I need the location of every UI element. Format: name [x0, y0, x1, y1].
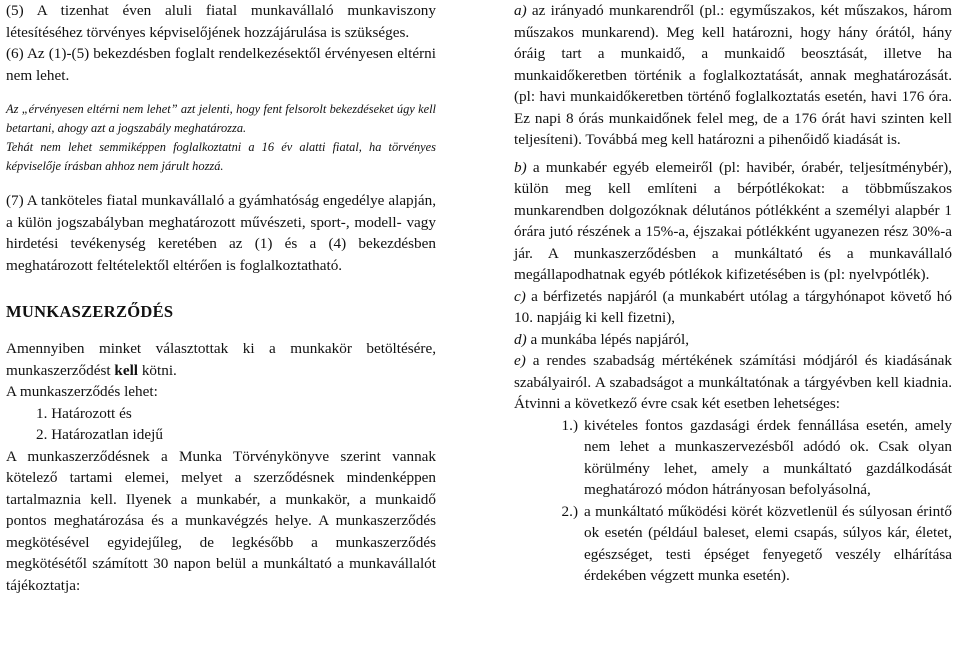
- item-c-text: a bérfizetés napjáról (a munkabért utólag a tárgyhónapot követő hó 10. napjáig ki kell fizetni),: [514, 287, 952, 326]
- intro-paragraph: [6, 338, 436, 381]
- item-c: [514, 286, 952, 329]
- item-d-label: d): [514, 330, 527, 348]
- content-paragraph: A munkaszerződésnek a Munka Törvénykönyve szerint vannak kötelező tartami elemei, melyet a szerződésnek mindenképpen tartalmaznia kell. Ilyenek a munkabér, a munkakör, a munkaidő pontos meghatározása és a munkavégzés helye. A munkaszerződés megkötésével egyidejűleg, de legkésőbb a munkaszerződés megkötésétől számított 30 napon belül a munkáltató a munkavállalót tájékoztatja:: [6, 447, 436, 594]
- right-column: [514, 0, 952, 587]
- case-2-number: 2.): [561, 502, 578, 520]
- types-label: A munkaszerződés lehet:: [6, 383, 158, 400]
- list-item: [514, 501, 952, 587]
- item-a-text: az irányadó munkarendről (pl.: egyműszakos, két műszakos, három műszakos munkarend). Meg kell határozni, hogy hány órától, hány óráig tart a munkaidő, a munkaidő beosztását, illetve ha munkaidőkeretben történik a foglalkoztatását, annak meghatározását. (pl: havi munkaidőkeretben történő foglalkoztatás esetén, havi 176 óra. Ez napi 8 órás munkaidőnek felel meg, de a 176 órát havi szinten kell teljesíteni). Továbbá meg kell határozni a pihenőidő kiadását is.: [514, 2, 952, 148]
- exception-cases: [514, 415, 952, 587]
- item-c-label: c): [514, 287, 526, 305]
- italic-note-2: Tehát nem lehet semmiképpen foglalkoztatni a 16 év alatti fiatal, ha törvényes képviselője írásban ahhoz nem járult hozzá.: [6, 140, 436, 173]
- italic-note-1: Az „érvényesen eltérni nem lehet” azt jelenti, hogy fent felsorolt bekezdéseket úgy kell betartani, ahogy azt a jogszabály meghatározza.: [6, 102, 436, 135]
- case-1-number: 1.): [561, 416, 578, 434]
- item-b-label: b): [514, 158, 527, 176]
- item-d-text: a munkába lépés napjáról,: [526, 330, 690, 348]
- intro-bold-word: kell: [114, 361, 139, 379]
- item-d: [514, 329, 952, 351]
- item-e-text: a rendes szabadság mértékének számítási módjáról és kiadásának szabályairól. A szabadságot a munkáltatónak a tárgyévben kell kiadnia. Átvinni a következő évre csak két esetben lehetséges:: [514, 352, 952, 412]
- case-1-text: kivételes fontos gazdasági érdek fennállása esetén, amely nem lehet a munkaszervezésből adódó ok. Csak olyan körülmény lehet, amely a munkáltató gazdálkodását meghatározó módon hátrányosan befolyásolná,: [584, 416, 952, 498]
- paragraph-6: (6) Az (1)-(5) bekezdésben foglalt rendelkezésektől érvényesen eltérni nem lehet.: [6, 45, 436, 84]
- item-b-text: a munkabér egyéb elemeiről (pl: havibér, órabér, teljesítménybér), külön meg kell említeni a bérpótlékokat: a többműszakos munkarendben dolgozóknak délutános pótlékként a személyi alapbér 1 órára jutó részének a 15%-a, éjszakai pótlékként ugyanezen rész 30%-a jár. A munkaszerződésben a munkáltató és a munkavállaló megállapodhatnak egyéb pótlékok kifizetésében is (pl: nyelvpótlék).: [514, 158, 952, 283]
- item-b: [514, 157, 952, 286]
- item-a-label: a): [514, 2, 527, 19]
- case-2-text: a munkáltató működési körét közvetlenül és súlyosan érintő ok esetén (például baleset, elemi csapás, súlyos kár, életet, egészséget, testi épséget fenyegető veszély elhárítása érdekében végzett munka esetén).: [584, 502, 952, 584]
- list-item: [514, 415, 952, 501]
- item-e-label: e): [514, 352, 526, 369]
- item-a: [514, 0, 952, 151]
- left-column: [6, 0, 436, 596]
- section-heading: MUNKASZERZŐDÉS: [6, 302, 174, 321]
- contract-type-2: 2. Határozatlan idejű: [36, 426, 163, 443]
- paragraph-5: (5) A tizenhat éven aluli fiatal munkavállaló munkaviszony létesítéséhez törvényes képviselőjének hozzájárulása is szükséges.: [6, 2, 436, 41]
- contract-type-1: 1. Határozott és: [36, 404, 132, 422]
- intro-text-b: kötni.: [138, 361, 177, 379]
- item-e: [514, 350, 952, 415]
- paragraph-7: (7) A tanköteles fiatal munkavállaló a gyámhatóság engedélye alapján, a külön jogszabályban meghatározott művészeti, sport-, modell- vagy hirdetési tevékenység keretében az (1) és a (4) bekezdésben meghatározott feltételektől eltérően is foglalkoztatható.: [6, 192, 436, 274]
- intro-text-a: Amennyiben minket választottak ki a munkakör betöltésére, munkaszerződést: [6, 340, 436, 379]
